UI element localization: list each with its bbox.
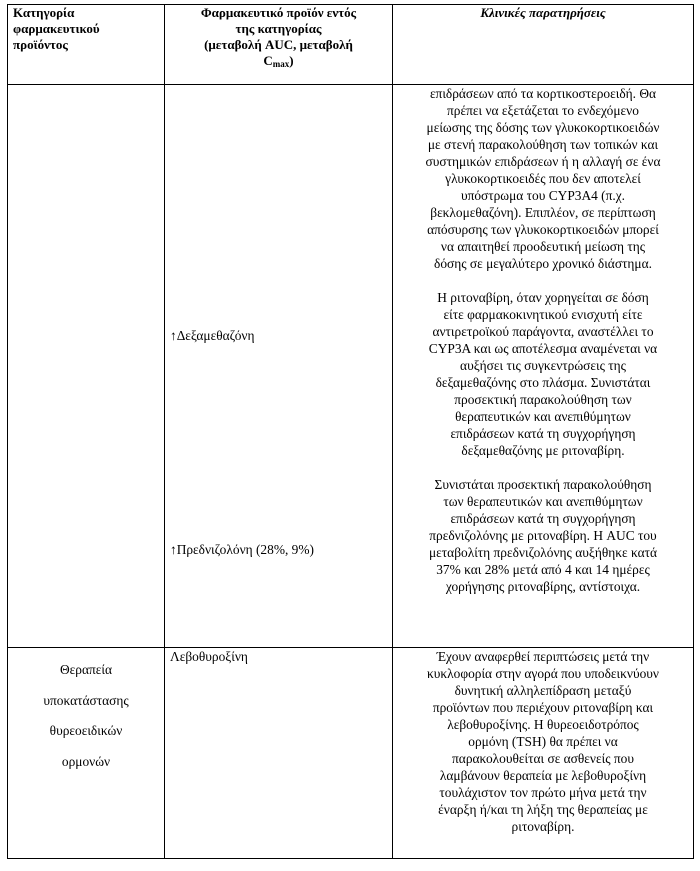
drug-levothyroxine-cell [165,648,393,859]
text-line: επιδράσεων κατά τη συγχορήγηση [450,426,636,441]
header-product-line: Φαρμακευτικό προϊόν εντός [200,5,357,20]
text-line: δόσης σε μεγαλύτερο χρονικό διάστημα. [434,256,652,271]
header-category-line: Κατηγορία [13,5,75,20]
table-header-row [8,5,694,85]
header-cmax-end: ) [289,53,294,68]
text-line: ριτοναβίρη. [511,819,575,834]
header-notes: Κλινικές παρατηρήσεις [393,5,694,85]
notes-paragraph-corticosteroids [398,85,688,272]
text-line: επιδράσεων κατά τη συγχορήγηση [450,511,636,526]
text-line: βεκλομεθαζόνη). Επιπλέον, σε περίπτωση [430,205,656,220]
header-product [165,5,393,85]
text-line: να απαιτηθεί προοδευτική μείωση της [440,239,646,254]
table-row-thyroid [8,648,694,859]
header-product-line: (μεταβολή AUC, μεταβολή [204,37,353,52]
header-cmax: C [263,53,273,68]
header-category-line: προϊόντος [13,37,68,52]
text-line: CYP3A και ως αποτέλεσμα αναμένεται να [428,341,658,356]
text-line: δυνητική αλληλεπίδραση μεταξύ [454,683,632,698]
text-line: Συνιστάται προσεκτική παρακολούθηση [434,477,652,492]
text-line: θυρεοειδικών [49,723,123,739]
header-product-line: της κατηγορίας [235,21,322,36]
category-thyroid [13,661,159,769]
text-line: αυξήσει τις συγκεντρώσεις της [460,358,626,373]
text-line: έναρξη ή/και τη λήξη της θεραπείας με [438,802,648,817]
notes-paragraph-dexamethasone [398,289,688,459]
interaction-table [7,4,694,859]
drug-prednisolone: ↑Πρεδνιζολόνη (28%, 9%) [170,542,314,557]
text-line: υπόστρωμα του CYP3A4 (π.χ. [460,188,626,203]
text-line: ορμόνη (TSH) θα πρέπει να [468,734,618,749]
text-line: προϊόντων που περιέχουν ριτοναβίρη και [432,700,654,715]
text-line: Η ριτοναβίρη, όταν χορηγείται σε δόση [437,290,649,305]
header-category-line: φαρμακευτικού [13,21,100,36]
text-line: 37% και 28% μετά από 4 και 14 ημέρες [436,562,650,577]
text-line: παρακολουθείται σε ασθενείς που [452,751,634,766]
text-line: χορήγησης ριτοναβίρης, αντίστοιχα. [445,579,641,594]
text-line: Θεραπεία [60,662,112,678]
text-line: απόσυρσης των γλυκοκορτικοειδών μπορεί [427,222,659,237]
text-line: πρεδνιζολόνης με ριτοναβίρη. Η AUC του [429,528,657,543]
product-cell [165,85,393,648]
text-line: Έχουν αναφερθεί περιπτώσεις μετά την [436,649,650,664]
text-line: των θεραπευτικών και ανεπιθύμητων [443,494,643,509]
text-line: λεβοθυροξίνης. Η θυρεοειδοτρόπος [447,717,639,732]
text-line: πρέπει να εξετάζεται το ενδεχόμενο [447,103,639,118]
notes-cell [393,85,694,648]
text-line: αντιρετροϊκού παράγοντα, αναστέλλει το [432,324,654,339]
notes-levothyroxine-cell [393,648,694,859]
text-line: δεξαμεθαζόνης με ριτοναβίρη. [461,443,625,458]
text-line: τουλάχιστον τον πρώτο μήνα μετά την [439,785,647,800]
notes-paragraph-levothyroxine [398,648,688,835]
text-line: δεξαμεθαζόνης στο πλάσμα. Συνιστάται [435,375,651,390]
text-line: επιδράσεων από τα κορτικοστεροειδή. Θα [429,86,657,101]
text-line: υποκατάστασης [43,692,129,708]
text-line: μείωσης της δόσης των γλυκοκορτικοειδών [426,120,660,135]
text-line: κυκλοφορία στην αγορά που υποδεικνύουν [427,666,659,681]
text-line: θεραπευτικών και ανεπιθύμητων [455,409,631,424]
drug-dexamethasone: ↑Δεξαμεθαζόνη [170,328,255,343]
drug-levothyroxine: Λεβοθυροξίνη [170,649,248,664]
text-line: συστημικών επιδράσεων ή η αλλαγή σε ένα [425,154,661,169]
category-thyroid-cell [8,648,165,859]
category-cell-empty [8,85,165,648]
text-line: με στενή παρακολούθηση των τοπικών και [427,137,659,152]
text-line: είτε φαρμακοκινητικού ενισχυτή είτε [443,307,643,322]
text-line: μεταβολίτη πρεδνιζολόνης αυξήθηκε κατά [429,545,657,560]
text-line: ορμονών [61,753,111,769]
text-line: λαμβάνουν θεραπεία με λεβοθυροξίνη [439,768,647,783]
header-category [8,5,165,85]
notes-paragraph-prednisolone [398,476,688,595]
text-line: γλυκοκορτικοειδές που δεν αποτελεί [445,171,641,186]
header-cmax-sub: max [272,59,290,69]
text-line: προσεκτική παρακολούθηση των [454,392,632,407]
table-row-corticosteroids [8,85,694,648]
